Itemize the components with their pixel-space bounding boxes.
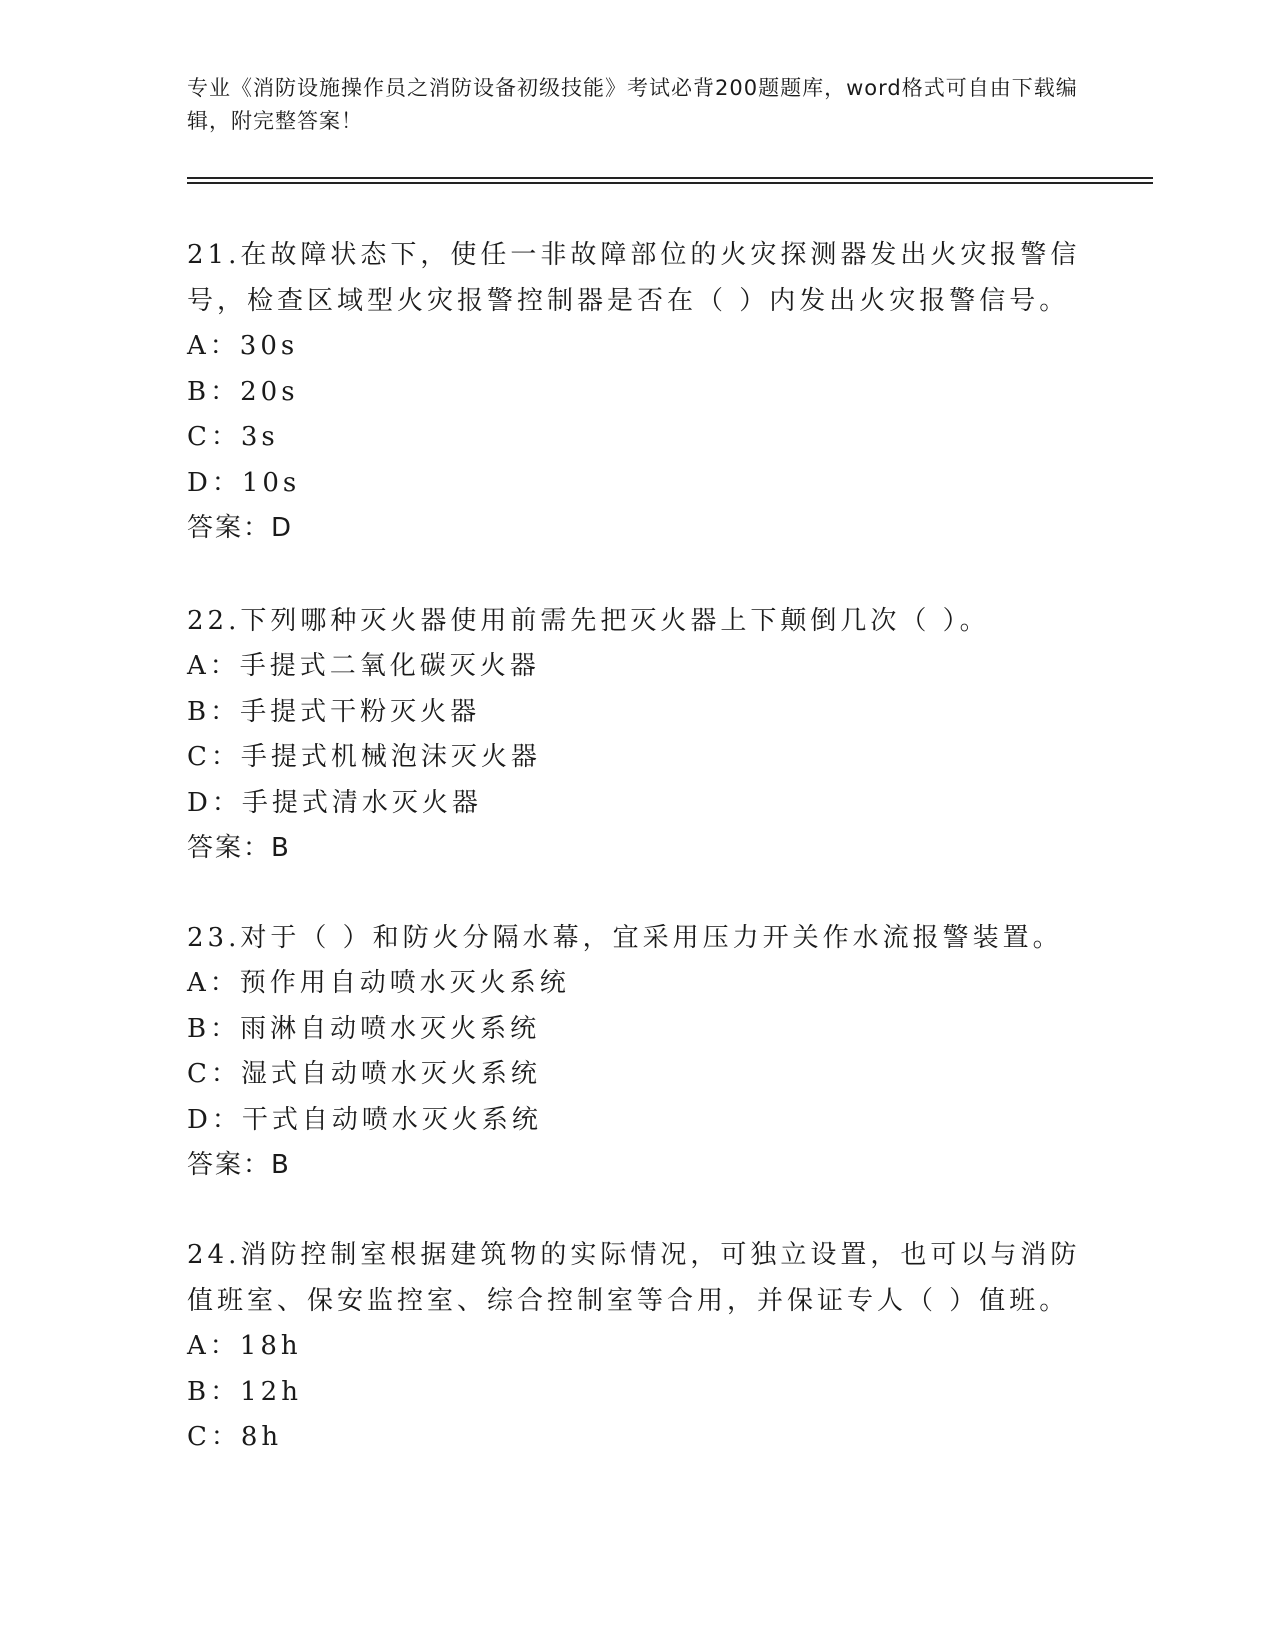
answer-line: 答案：B (187, 1150, 291, 1180)
question-21 (187, 232, 1087, 552)
question-stem: 22.下列哪种灭火器使用前需先把灭火器上下颠倒几次（ ）。 (187, 606, 990, 636)
option-a: A：预作用自动喷水灭火系统 (187, 968, 570, 998)
option-c: C：手提式机械泡沫灭火器 (187, 742, 541, 772)
option-c: C：3s (187, 422, 279, 452)
question-23 (187, 915, 1087, 1189)
answer-line: 答案：B (187, 833, 291, 863)
header-rule-top (187, 177, 1153, 179)
option-c: C：8h (187, 1422, 283, 1452)
question-22 (187, 598, 1087, 872)
question-stem: 23.对于（ ）和防火分隔水幕，宜采用压力开关作水流报警装置。 (187, 923, 1063, 953)
option-b: B：雨淋自动喷水灭火系统 (187, 1013, 541, 1044)
option-c: C：湿式自动喷水灭火系统 (187, 1059, 541, 1089)
option-a: A：手提式二氧化碳灭火器 (187, 651, 540, 681)
answer-line: 答案：D (187, 513, 294, 543)
question-24 (187, 1232, 1087, 1461)
option-b: B：手提式干粉灭火器 (187, 696, 481, 727)
option-b: B：20s (187, 376, 299, 407)
question-stem: 21.在故障状态下，使任一非故障部位的火灾探测器发出火灾报警信号，检查区域型火灾报警控制器是否在（ ）内发出火灾报警信号。 (187, 240, 1081, 316)
option-d: D：手提式清水灭火器 (187, 787, 482, 818)
option-a: A：30s (187, 331, 299, 361)
option-b: B：12h (187, 1376, 302, 1407)
document-header: 专业《消防设施操作员之消防设备初级技能》考试必背200题题库，word格式可自由下载编辑，附完整答案！ (187, 76, 1078, 133)
option-d: D：干式自动喷水灭火系统 (187, 1104, 542, 1135)
header-rule-bottom (187, 182, 1153, 184)
question-stem: 24.消防控制室根据建筑物的实际情况，可独立设置，也可以与消防值班室、保安监控室、综合控制室等合用，并保证专人（ ）值班。 (187, 1240, 1081, 1316)
option-d: D：10s (187, 467, 301, 498)
option-a: A：18h (187, 1331, 302, 1361)
